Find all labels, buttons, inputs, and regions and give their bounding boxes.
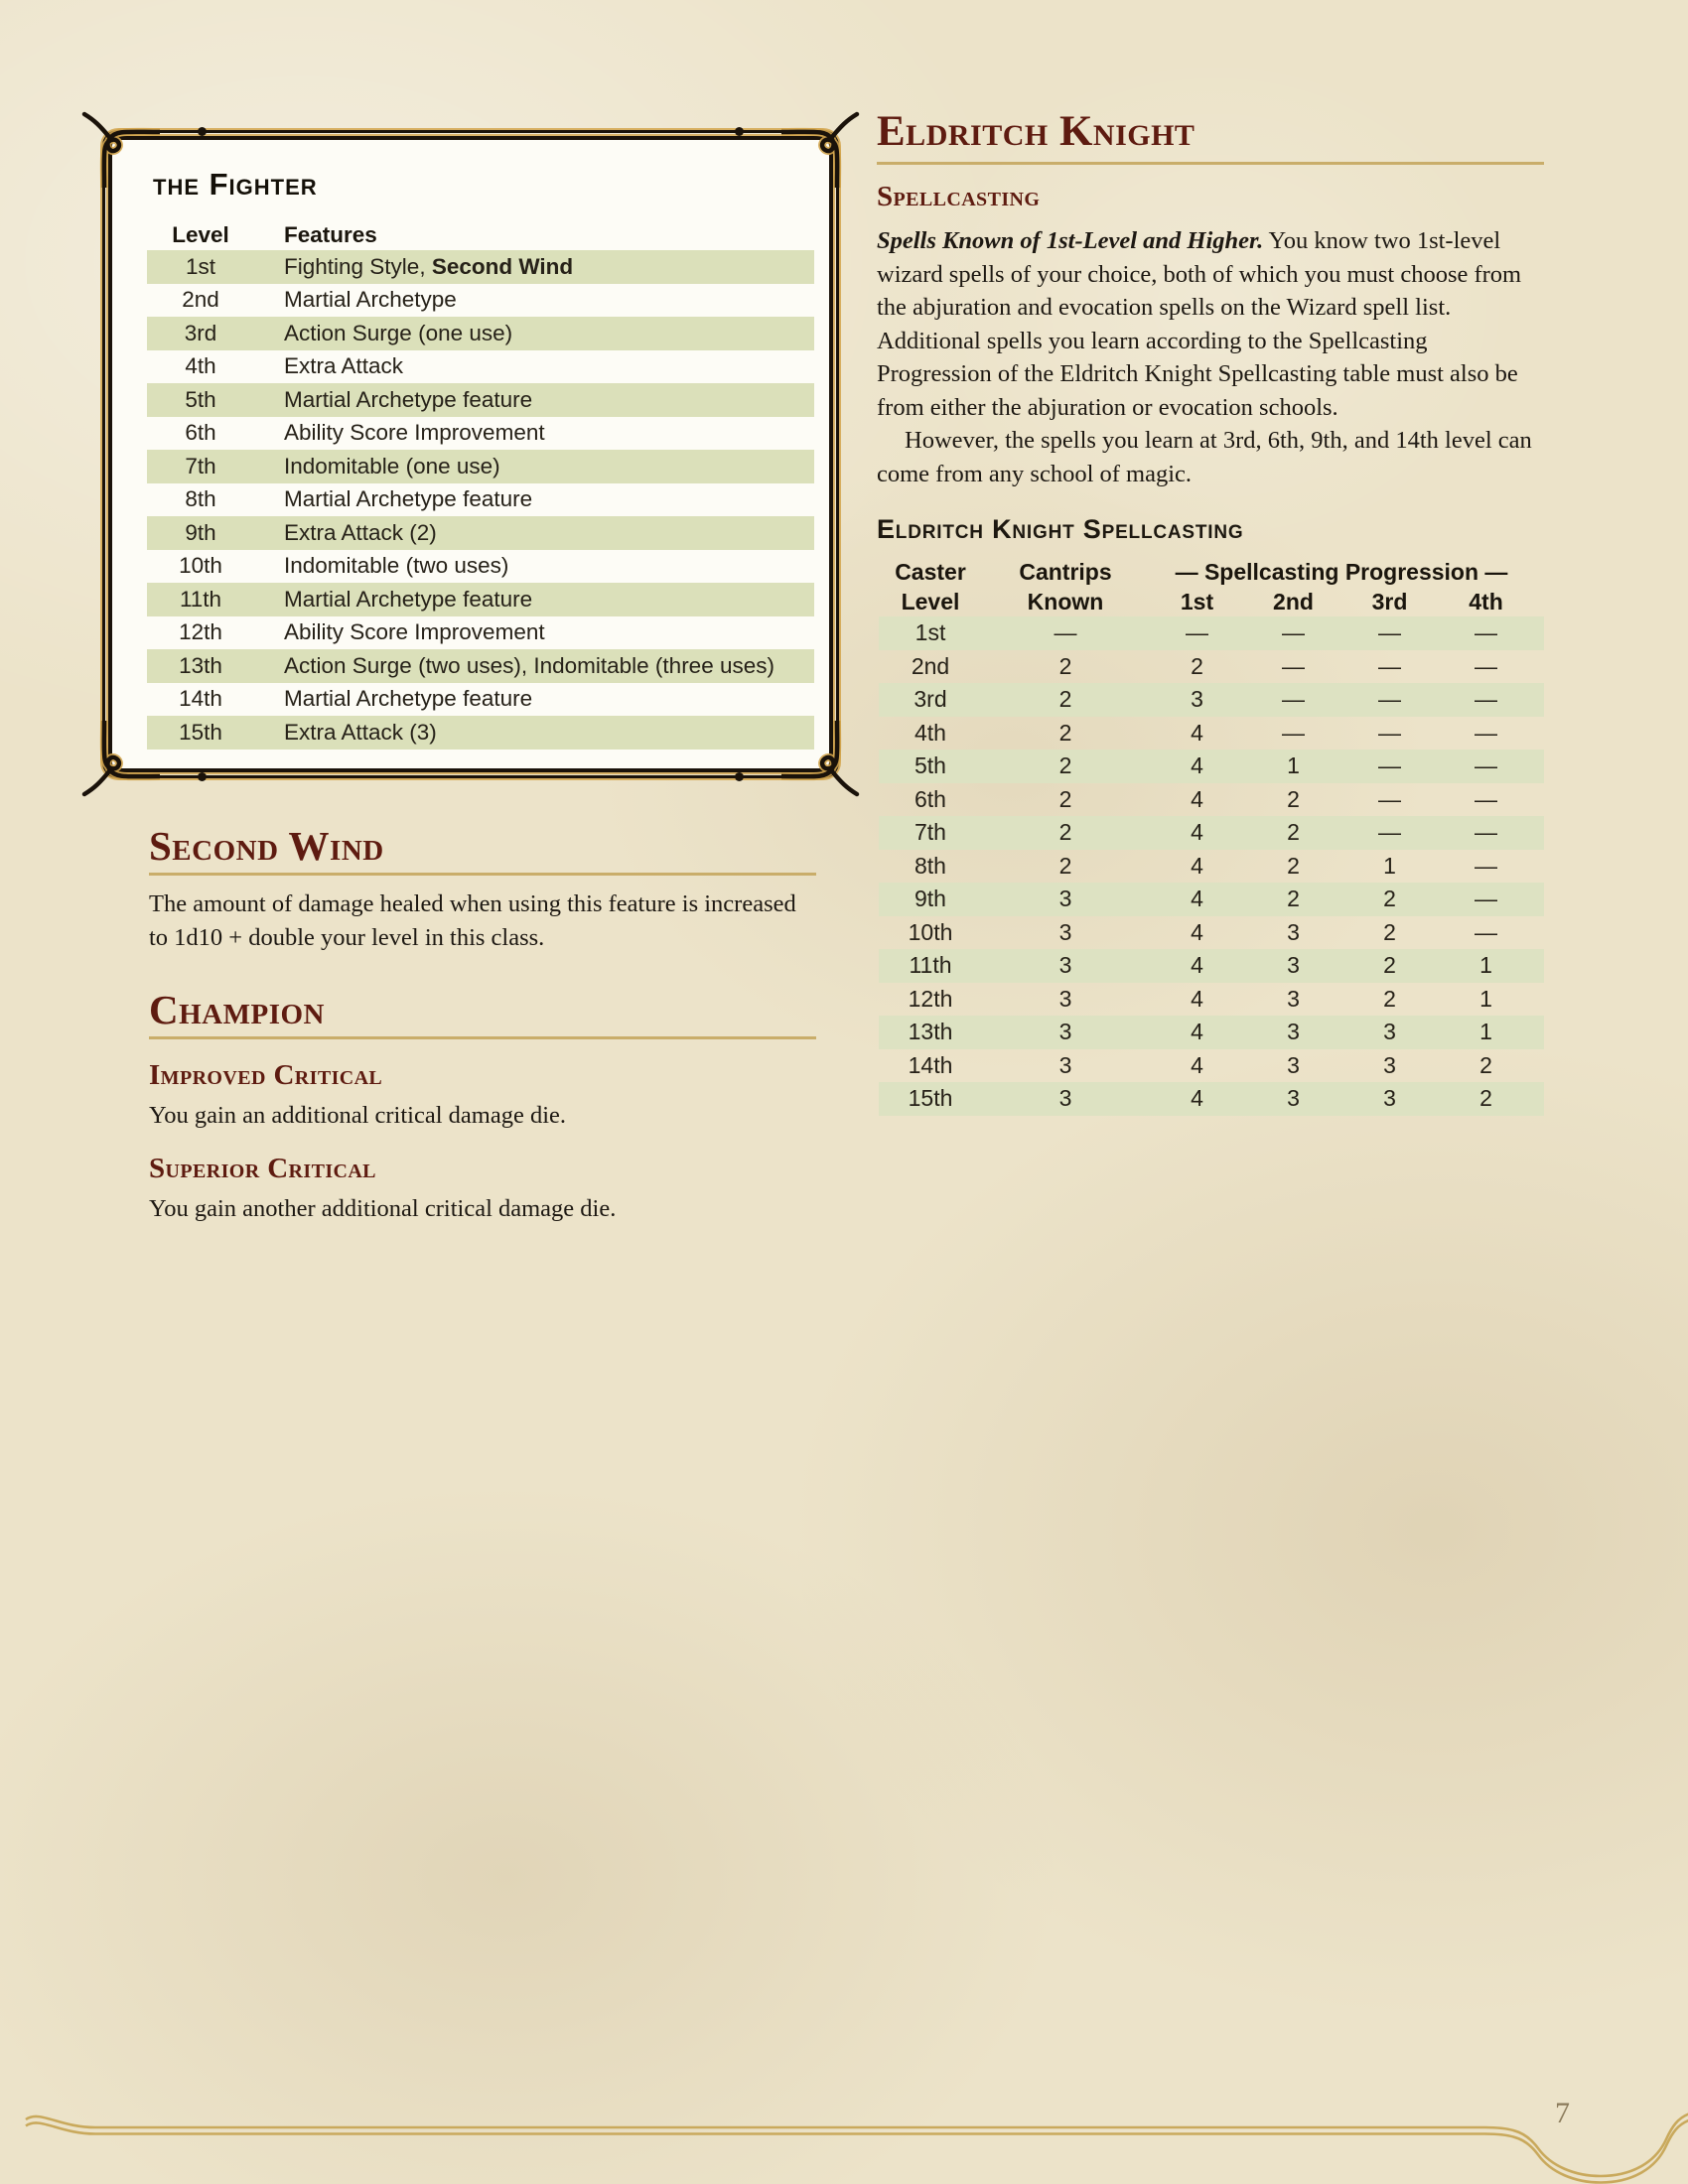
table-cell: 3 [1287, 1085, 1300, 1112]
table-cell: — [1282, 719, 1305, 746]
features-cell: Action Surge (one use) [284, 320, 513, 345]
table-cell: 2 [1383, 886, 1396, 912]
features-cell: Indomitable (two uses) [284, 553, 509, 579]
table-row [879, 616, 1544, 650]
table-cell: 15th [908, 1085, 953, 1112]
table-cell: 3 [1383, 1085, 1396, 1112]
table-cell: 7th [914, 819, 946, 846]
table-cell: 2 [1058, 686, 1072, 713]
table-row [879, 683, 1544, 717]
table-row [879, 750, 1544, 783]
level-cell: 13th [179, 652, 222, 678]
table-cell: 4th [914, 719, 946, 746]
table-row [879, 717, 1544, 751]
column-header-caster: Caster [895, 558, 966, 585]
table-cell: 10th [908, 918, 953, 945]
table-cell: — [1475, 752, 1497, 779]
level-cell: 7th [185, 453, 216, 478]
fighter-table-panel [102, 130, 839, 778]
features-cell: Martial Archetype feature [284, 386, 533, 412]
table-cell: 4 [1191, 719, 1203, 746]
table-cell: 4 [1191, 752, 1203, 779]
table-row [879, 916, 1544, 950]
table-cell: 14th [908, 1051, 953, 1078]
table-row [147, 716, 814, 750]
fighter-table-header [147, 220, 814, 250]
spells-known-paragraph-2: However, the spells you learn at 3rd, 6th, 9th, and 14th level can come from any school of magic. [877, 427, 1532, 487]
level-cell: 1st [185, 253, 215, 279]
table-cell: 4 [1191, 1051, 1203, 1078]
table-row [879, 650, 1544, 684]
level-cell: 9th [185, 519, 216, 545]
table-cell: 1 [1479, 1019, 1492, 1045]
column-header-features: Features [284, 222, 377, 247]
table-cell: 3rd [914, 686, 947, 713]
table-cell: — [1475, 652, 1497, 679]
level-cell: 8th [185, 486, 216, 512]
level-cell: 12th [179, 619, 222, 645]
table-cell: 12th [908, 985, 953, 1012]
table-cell: 1 [1479, 952, 1492, 979]
right-column [877, 109, 1544, 1116]
table-cell: — [1378, 785, 1401, 812]
border-dot [198, 772, 207, 781]
features-cell: Action Surge (two uses), Indomitable (three uses) [284, 652, 774, 678]
column-header-level: Level [172, 222, 229, 247]
table-cell: — [1475, 719, 1497, 746]
table-cell: 2 [1058, 652, 1072, 679]
table-row [147, 383, 814, 417]
table-row [879, 783, 1544, 817]
table-cell: 2 [1191, 652, 1203, 679]
table-cell: — [1475, 619, 1497, 646]
table-cell: 5th [914, 752, 946, 779]
table-cell: 4 [1191, 918, 1203, 945]
table-cell: 3 [1287, 1051, 1300, 1078]
column-header-progression: — Spellcasting Progression — [1175, 558, 1508, 585]
table-cell: 2 [1383, 952, 1396, 979]
fighter-table-title: the Fighter [153, 167, 318, 202]
features-cell: Extra Attack (3) [284, 719, 437, 745]
table-cell: — [1475, 785, 1497, 812]
table-cell: — [1282, 619, 1305, 646]
table-cell: 11th [909, 952, 952, 979]
table-cell: 3 [1058, 886, 1072, 912]
spellcasting-heading: Spellcasting [877, 181, 1041, 212]
level-cell: 6th [185, 420, 216, 446]
column-header-4th: 4th [1469, 588, 1503, 614]
column-header-level: Level [901, 588, 960, 614]
improved-critical-heading: Improved Critical [149, 1059, 383, 1091]
table-cell: 6th [914, 785, 946, 812]
table-cell: — [1378, 752, 1401, 779]
table-cell: 3 [1287, 985, 1300, 1012]
table-cell: — [1378, 819, 1401, 846]
level-cell: 10th [179, 553, 222, 579]
table-cell: 9th [914, 886, 946, 912]
table-cell: — [1378, 652, 1401, 679]
table-cell: 2 [1058, 719, 1072, 746]
table-cell: — [1378, 719, 1401, 746]
superior-critical-body: You gain another additional critical damage die. [149, 1194, 617, 1222]
table-row [879, 1049, 1544, 1083]
table-cell: — [1475, 819, 1497, 846]
table-cell: 1st [914, 619, 946, 646]
table-cell: 4 [1191, 852, 1203, 879]
border-dot [198, 127, 207, 136]
table-cell: 3 [1058, 1085, 1072, 1112]
table-cell: 2 [1058, 819, 1072, 846]
spell-table-header-row-2 [879, 587, 1544, 616]
table-cell: — [1186, 619, 1208, 646]
eldritch-knight-heading: Eldritch Knight [877, 109, 1544, 165]
table-cell: 3 [1191, 686, 1203, 713]
table-row [147, 483, 814, 517]
table-cell: 4 [1191, 819, 1203, 846]
table-row [879, 1082, 1544, 1116]
features-cell: Extra Attack (2) [284, 519, 437, 545]
table-cell: 2 [1287, 785, 1300, 812]
table-row [879, 983, 1544, 1017]
table-cell: 2 [1058, 752, 1072, 779]
spell-table [879, 557, 1544, 1116]
features-cell: Martial Archetype [284, 287, 457, 313]
features-cell: Extra Attack [284, 353, 404, 379]
table-cell: 3 [1058, 985, 1072, 1012]
table-row [147, 250, 814, 284]
spells-known-body: You know two 1st-level wizard spells of your choice, both of which you must choose from the abjuration and evocation spells on the Wizard spell list. Additional spells you learn according to the Spellcasting Progression of the Eldritch Knight Spellcasting table must also be from either the abjuration or evocation schools. [877, 227, 1522, 421]
spell-table-rows [879, 616, 1544, 1116]
table-row [147, 417, 814, 451]
column-header-3rd: 3rd [1371, 588, 1408, 614]
page-number: 7 [1555, 2097, 1570, 2129]
features-cell: Ability Score Improvement [284, 420, 545, 446]
table-cell: — [1475, 686, 1497, 713]
table-row [147, 583, 814, 616]
features-cell: Martial Archetype feature [284, 586, 533, 612]
table-cell: — [1054, 619, 1077, 646]
table-cell: 2 [1383, 918, 1396, 945]
column-header-1st: 1st [1180, 588, 1214, 614]
table-row [147, 683, 814, 717]
table-cell: — [1475, 852, 1497, 879]
spell-table-header-row-1 [879, 557, 1544, 587]
table-row [147, 450, 814, 483]
table-cell: — [1378, 686, 1401, 713]
spell-table-title: Eldritch Knight Spellcasting [877, 514, 1244, 544]
table-cell: 4 [1191, 952, 1203, 979]
level-cell: 5th [185, 386, 216, 412]
features-cell: Martial Archetype feature [284, 486, 533, 512]
second-wind-body: The amount of damage healed when using this feature is increased to 1d10 + double your level in this class. [149, 890, 796, 951]
table-row [879, 883, 1544, 916]
table-row [879, 816, 1544, 850]
table-cell: 2 [1287, 819, 1300, 846]
table-cell: 3 [1287, 918, 1300, 945]
table-cell: 3 [1058, 918, 1072, 945]
table-cell: 3 [1058, 952, 1072, 979]
champion-heading: Champion [149, 988, 816, 1039]
level-cell: 2nd [182, 287, 219, 313]
table-row [147, 649, 814, 683]
column-header-cantrips: Cantrips [1019, 558, 1112, 585]
features-cell: Indomitable (one use) [284, 453, 500, 478]
border-dot [735, 127, 744, 136]
features-cell: Ability Score Improvement [284, 619, 545, 645]
table-cell: 1 [1479, 985, 1492, 1012]
fighter-table [147, 220, 814, 750]
left-column [149, 824, 816, 1225]
table-cell: 2 [1287, 852, 1300, 879]
level-cell: 4th [185, 353, 216, 379]
table-cell: 2 [1479, 1085, 1492, 1112]
level-cell: 3rd [184, 320, 217, 345]
table-cell: 2 [1287, 886, 1300, 912]
spells-known-paragraph [877, 224, 1544, 424]
table-row [147, 550, 814, 584]
footer-ornament [0, 2070, 1688, 2184]
table-row [147, 284, 814, 318]
spells-known-lead: Spells Known of 1st-Level and Higher. [877, 227, 1264, 254]
table-row [147, 350, 814, 384]
table-row [147, 616, 814, 650]
table-cell: 1 [1287, 752, 1300, 779]
table-cell: 4 [1191, 1019, 1203, 1045]
table-cell: 4 [1191, 785, 1203, 812]
table-cell: 3 [1287, 1019, 1300, 1045]
table-cell: — [1282, 652, 1305, 679]
table-cell: 3 [1383, 1051, 1396, 1078]
features-cell: Martial Archetype feature [284, 686, 533, 712]
column-header-known: Known [1027, 588, 1104, 614]
table-cell: — [1475, 918, 1497, 945]
table-cell: 3 [1383, 1019, 1396, 1045]
table-row [147, 516, 814, 550]
improved-critical-body: You gain an additional critical damage die. [149, 1102, 567, 1129]
table-cell: 2 [1383, 985, 1396, 1012]
table-cell: 3 [1058, 1019, 1072, 1045]
table-row [879, 949, 1544, 983]
table-row [147, 317, 814, 350]
table-cell: 1 [1383, 852, 1396, 879]
superior-critical-heading: Superior Critical [149, 1152, 376, 1184]
table-row [879, 850, 1544, 884]
fighter-table-rows [147, 250, 814, 750]
column-header-2nd: 2nd [1273, 588, 1314, 614]
table-cell: — [1282, 686, 1305, 713]
table-cell: 2 [1058, 785, 1072, 812]
border-dot [735, 772, 744, 781]
features-cell: Fighting Style, Second Wind [284, 253, 574, 279]
table-cell: 4 [1191, 1085, 1203, 1112]
table-cell: 4 [1191, 985, 1203, 1012]
second-wind-heading: Second Wind [149, 824, 816, 876]
table-cell: 3 [1058, 1051, 1072, 1078]
table-cell: 2 [1479, 1051, 1492, 1078]
level-cell: 14th [179, 686, 222, 712]
level-cell: 11th [179, 586, 222, 612]
table-cell: 8th [914, 852, 946, 879]
table-cell: 4 [1191, 886, 1203, 912]
table-cell: — [1378, 619, 1401, 646]
table-cell: 3 [1287, 952, 1300, 979]
table-cell: 13th [908, 1019, 953, 1045]
table-cell: 2 [1058, 852, 1072, 879]
table-cell: 2nd [911, 652, 950, 679]
table-cell: — [1475, 886, 1497, 912]
level-cell: 15th [179, 719, 222, 745]
table-row [879, 1016, 1544, 1049]
